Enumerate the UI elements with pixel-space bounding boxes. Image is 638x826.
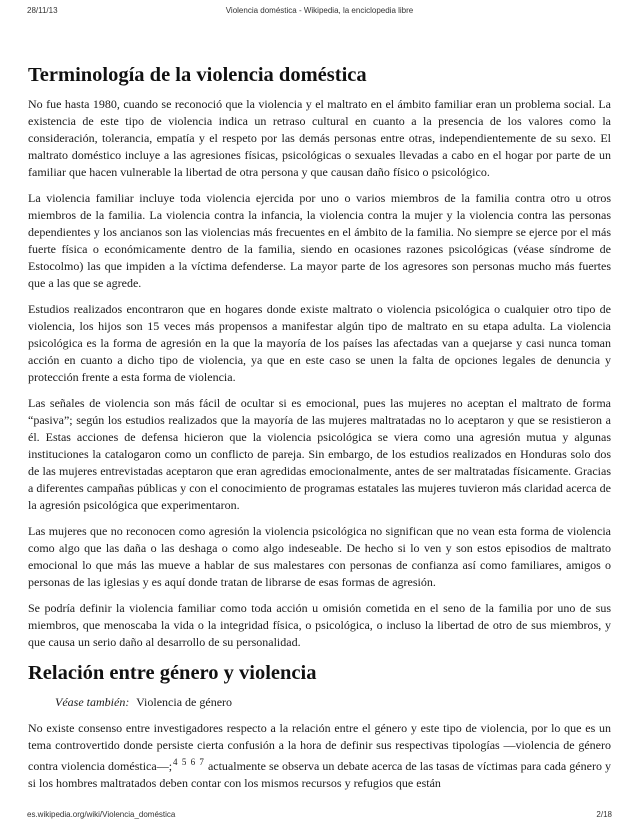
print-footer [27,810,612,822]
paragraph-text: No existe consenso entre investigadores respecto a la relación entre el género y este tipo de violencia, por lo que es un tema controvertido donde persiste cierta confusión a la hora de definir sus respectivas tipologías —violencia de género contra violencia doméstica—; [28,721,611,773]
print-page-title: Violencia doméstica - Wikipedia, la enciclopedia libre [225,6,414,15]
paragraph [28,720,611,792]
section-heading-terminologia: Terminología de la violencia doméstica [28,64,367,86]
paragraph: La violencia familiar incluye toda violencia ejercida por uno o varios miembros de la familia contra otro u otros miembros de la familia. La violencia contra la infancia, la violencia contra la mujer y la violencia contra las personas dependientes y los ancianos son las violencias más frecuentes en el ámbito de la familia. No siempre se ejerce por el más fuerte física o económicamente dentro de la familia, siendo en ocasiones razones psicológicas (véase síndrome de Estocolmo) las que impiden a la víctima defenderse. La mayor parte de los agresores son personas mucho más fuertes que a las que se agrede. [28,191,611,290]
reference-links[interactable]: 4 5 6 7 [173,757,205,767]
paragraph: No fue hasta 1980, cuando se reconoció que la violencia y el maltrato en el ámbito familiar eran un problema social. La existencia de este tipo de violencia indica un retraso cultural en cuanto a la presencia de los valores como la consideración, tolerancia, empatía y el respeto por las demás personas entre otras, independientemente de su sexo. El maltrato doméstico incluye a las agresiones físicas, psicológicas o sexuales llevadas a cabo en el hogar por parte de un familiar que hacen vulnerable la libertad de otra persona y que causan daño físico o psicológico. [28,97,611,179]
print-date: 28/11/13 [27,6,58,15]
section-heading-genero: Relación entre género y violencia [28,662,317,684]
see-also-link[interactable]: Violencia de género [136,695,233,709]
print-url: es.wikipedia.org/wiki/Violencia_doméstica [27,810,176,819]
see-also-note [55,694,611,711]
paragraph: Las mujeres que no reconocen como agresión la violencia psicológica no significan que no vean esta forma de violencia como algo que las daña o las deshaga o como algo indeseable. De hecho si lo ven y son estos episodios de maltrato emocional lo que más las mueve a hablar de sus malestares con personas de confianza así como familiares, amigos o personas de las iglesias y es aquí donde tratan de librarse de esas formas de agresión. [28,524,611,589]
print-page-number: 2/18 [596,810,612,819]
paragraph: Estudios realizados encontraron que en hogares donde existe maltrato o violencia psicológica o cualquier otro tipo de violencia, los hijos son 15 veces más propensos a manifestar algún tipo de maltrato en su etapa adulta. La violencia psicológica es la forma de agresión en la que la mayoría de los países las afectadas van a quejarse y casi nunca toman acción en cuanto a dicho tipo de violencia, ya que en este caso se unen la falta de opciones legales de denuncia y protección frente a esta forma de violencia. [28,302,611,384]
paragraph: Se podría definir la violencia familiar como toda acción u omisión cometida en el seno de la familia por uno de sus miembros, que menoscaba la vida o la integridad física, o psicológica, o incluso la libertad de otro de sus miembros, y que causa un serio daño al desarrollo de su personalidad. [28,601,611,649]
paragraph: Las señales de violencia son más fácil de ocultar si es emocional, pues las mujeres no aceptan el maltrato de forma “pasiva”; según los estudios realizados que la mayoría de las mujeres maltratadas no lo aceptaron y que se resistieron a él. Estas acciones de defensa hicieron que la violencia psicológica se viera como una agresión mutua y algunas instituciones la catalogaron como un conflicto de pareja. Sin embargo, de los estudios realizados en Honduras solo dos de las mujeres entrevistadas aceptaron que eran agredidas emocionalmente, antes de ser maltratadas físicamente. Gracias a diferentes campañas públicas y con el conocimiento de programas estatales las mujeres tuvieron más claridad acerca de la agresión psicológica que experimentaron. [28,396,611,512]
see-also-label: Véase también: [55,695,130,709]
paragraph-text: actualmente se observa un debate acerca de las tasas de víctimas para cada género y si los hombres maltratados deben contar con los mismos recursos y refugios que están [28,759,611,790]
print-header [27,6,612,18]
article-body [28,62,611,801]
